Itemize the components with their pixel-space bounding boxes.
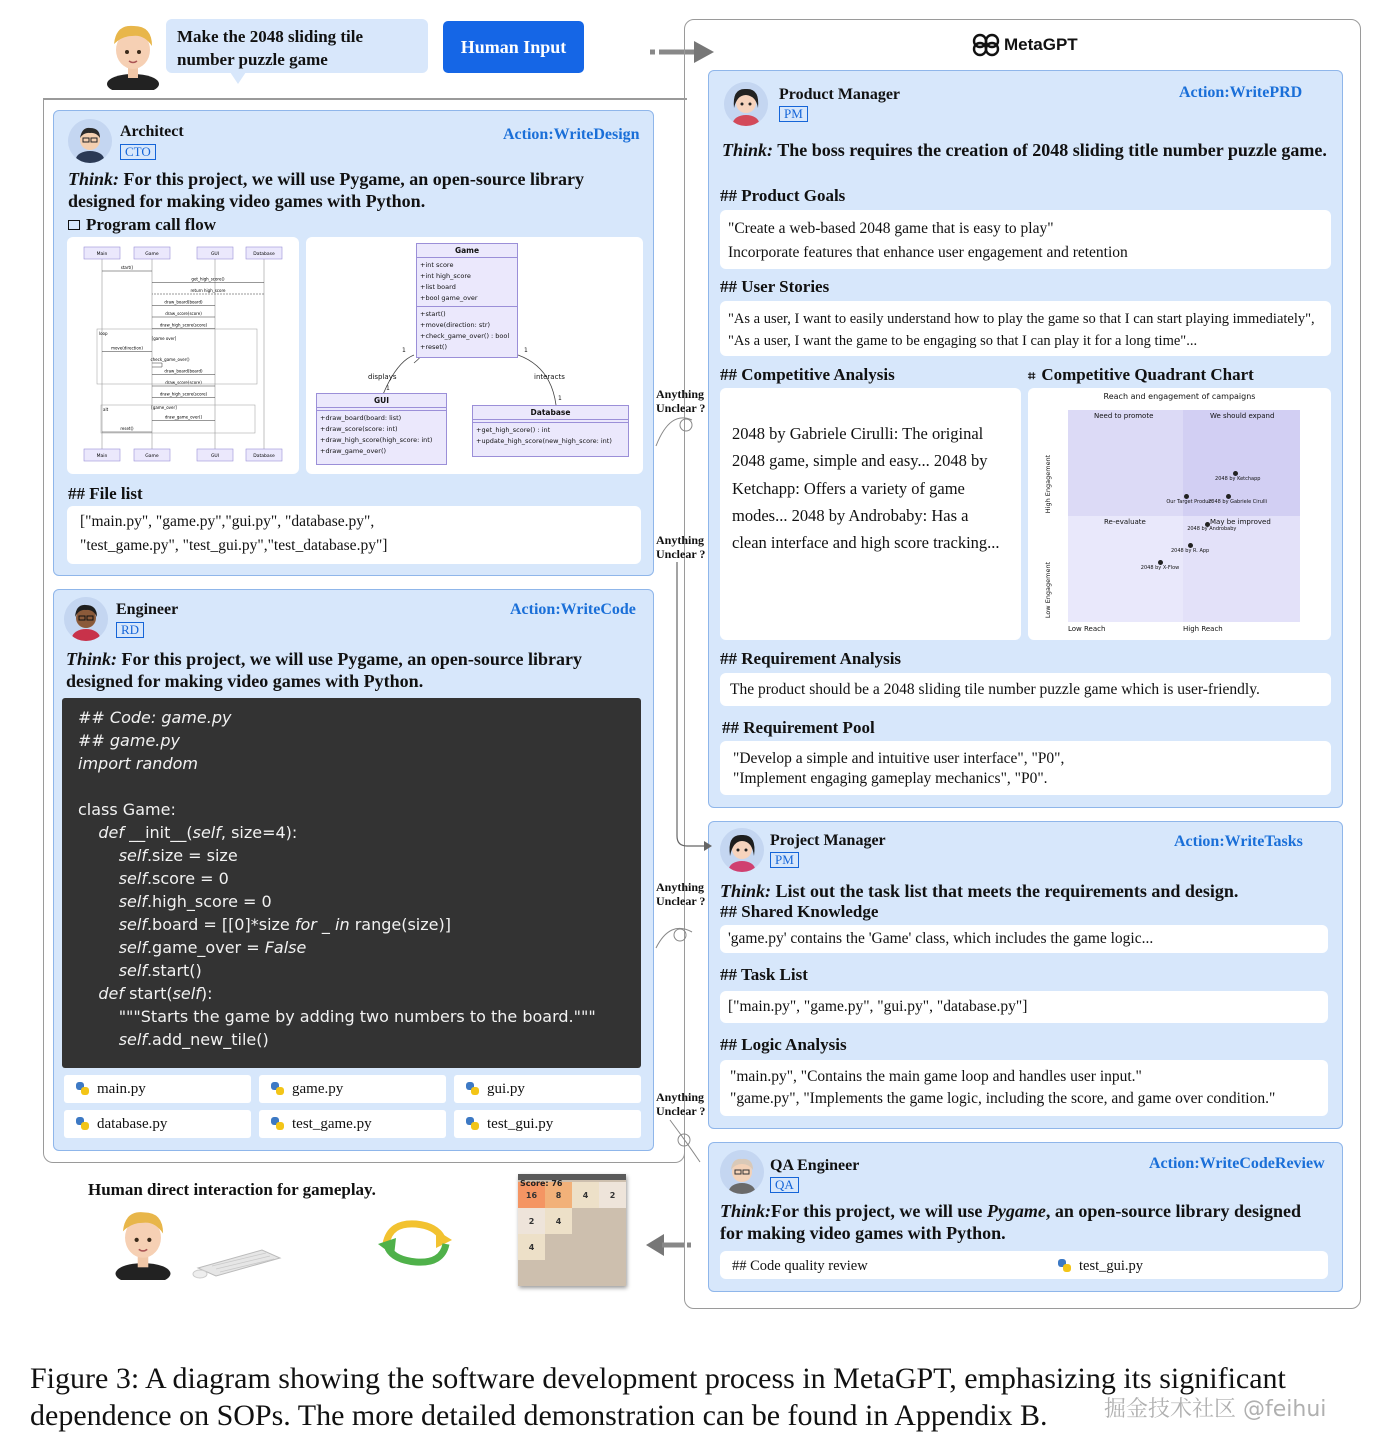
qa-action: Action:WriteCodeReview (1149, 1155, 1325, 1172)
quadrant-x-low: Low Reach (1068, 625, 1106, 633)
game-tile: 4 (545, 1208, 572, 1234)
guard-label: [game over] (151, 336, 177, 341)
rel-interacts: interacts (534, 373, 565, 381)
game-tile: 8 (545, 1182, 572, 1208)
architect-name: Architect (120, 123, 184, 140)
code-line: def __init__(self, size=4): (98, 823, 298, 842)
mult-3: 1 (386, 385, 390, 392)
code-line (78, 775, 625, 798)
architect-think-label: Think: (68, 169, 120, 189)
game-tile: 4 (572, 1182, 599, 1208)
class-database-title: Database (473, 406, 628, 420)
keyboard-icon (192, 1244, 286, 1285)
metagpt-label: MetaGPT (1004, 35, 1078, 54)
product-manager-badge: PM (779, 106, 808, 122)
architect-avatar (68, 119, 112, 163)
quadrant-y-high: High Engagement (1044, 454, 1052, 514)
project-manager-action: Action:WriteTasks (1174, 833, 1303, 850)
quadrant-x-high: High Reach (1183, 625, 1223, 633)
qa-think-em: Pygame (986, 1201, 1046, 1221)
participant-label: GUI (210, 454, 220, 459)
quadrant-title: Reach and engagement of campaigns (1103, 392, 1256, 401)
shared-knowledge-text: 'game.py' contains the 'Game' class, which includes the game logic... (728, 930, 1154, 947)
alt-label: alt (103, 407, 109, 412)
class-game-attrs (417, 258, 517, 307)
message-label: draw_game_over() (164, 414, 203, 420)
code-line: self.add_new_tile() (118, 1030, 269, 1049)
qa-think (720, 1200, 1310, 1244)
figure-caption: Figure 3: A diagram showing the software development process in MetaGPT, emphasizing its significant dependence on SOPs. The more detailed demonstration can be found in Appendix B. (30, 1362, 1286, 1432)
game-tile (545, 1234, 572, 1260)
code-line: self.high_score = 0 (118, 892, 272, 911)
quadrant-y-low: Low Engagement (1044, 561, 1052, 619)
task-list-title: ## Task List (720, 965, 808, 984)
class-game-methods (417, 307, 517, 355)
quadrant-chart (1028, 388, 1331, 640)
message-label: draw_high_score(score) (159, 322, 208, 328)
logic-analysis-line-2: "game.py", "Implements the game logic, including the score, and game over condition." (730, 1090, 1276, 1107)
class-method: +update_high_score(new_high_score: int) (476, 437, 612, 445)
logic-analysis-line-1: "main.py", "Contains the main game loop and handles user input." (730, 1068, 1142, 1085)
product-manager-think-label: Think: (722, 140, 774, 160)
output-arrow (644, 1232, 694, 1263)
python-icon (76, 1117, 89, 1130)
anything-unclear-line1: Anything (656, 533, 705, 547)
flow-arrows (640, 380, 720, 1180)
requirement-pool-title: ## Requirement Pool (722, 718, 875, 737)
anything-unclear-line2: Unclear ? (656, 1104, 706, 1118)
product-manager-action: Action:WritePRD (1179, 84, 1303, 101)
class-attr: +list board (420, 283, 456, 291)
quadrant-chart-title-text: Competitive Quadrant Chart (1041, 365, 1254, 384)
project-manager-think-label: Think: (720, 881, 772, 901)
file-list-line-2: "test_game.py", "test_gui.py","test_database.py"] (80, 537, 388, 554)
program-flow-title (68, 215, 216, 235)
file-chip[interactable] (259, 1075, 446, 1103)
quadrant-label-q1: We should expand (1210, 412, 1275, 420)
participant-label: Main (96, 454, 108, 459)
file-chip-label: database.py (97, 1116, 168, 1132)
game-tile (572, 1260, 599, 1286)
python-icon (76, 1082, 89, 1095)
engineer-think-text: For this project, we will use Pygame, an open-source library designed for making video games with Python. (66, 649, 582, 691)
engineer-avatar (64, 597, 108, 641)
class-diagram (306, 237, 643, 474)
class-gui (316, 393, 447, 465)
qa-avatar (720, 1150, 764, 1194)
engineer-badge: RD (116, 622, 144, 638)
project-manager-avatar (720, 828, 764, 872)
requirement-pool-line-1: "Develop a simple and intuitive user interface", "P0", (733, 750, 1065, 767)
code-block (62, 698, 641, 1068)
participant-label: Game (145, 454, 159, 459)
refresh-cycle-icon (376, 1216, 456, 1273)
anything-unclear-line1: Anything (656, 1090, 705, 1104)
logic-analysis-title: ## Logic Analysis (720, 1035, 847, 1054)
game-tile (572, 1208, 599, 1234)
class-gui-methods (317, 411, 446, 459)
quadrant-chart-title (1028, 365, 1254, 385)
program-flow-title-text: Program call flow (86, 215, 216, 234)
product-manager-avatar (724, 82, 768, 126)
code-line: """Starts the game by adding two numbers to the board.""" (78, 1007, 596, 1026)
product-manager-think (722, 139, 1332, 161)
task-list-text: ["main.py", "game.py", "gui.py", "database.py"] (728, 998, 1028, 1015)
class-method: +draw_board(board: list) (320, 414, 402, 422)
python-icon (271, 1082, 284, 1095)
metagpt-logo (972, 32, 1092, 58)
message-label: reset() (120, 426, 134, 431)
file-chip-label: test_gui.py (487, 1116, 554, 1132)
mult-1: 1 (402, 347, 406, 354)
engineer-name: Engineer (116, 601, 179, 618)
human-request-text: Make the 2048 sliding tile number puzzle game (177, 27, 364, 69)
message-label: start() (120, 265, 134, 270)
class-attr: +int score (420, 261, 454, 269)
product-goals-title: ## Product Goals (720, 186, 846, 205)
code-line: self.start() (118, 961, 202, 980)
anything-unclear-line2: Unclear ? (656, 894, 706, 908)
game-tile (545, 1260, 572, 1286)
file-chip[interactable] (454, 1075, 641, 1103)
class-method: +draw_high_score(high_score: int) (320, 436, 433, 444)
qa-think-label: Think: (720, 1201, 772, 1221)
human-avatar-bottom (112, 1206, 174, 1280)
engineer-think-label: Think: (66, 649, 118, 669)
game-tile: 4 (518, 1234, 545, 1260)
code-line: import random (78, 754, 198, 773)
quadrant-point-label: 2048 by Gabriele Cirulli (1208, 498, 1268, 505)
class-method: +draw_score(score: int) (320, 425, 398, 433)
quadrant-point-label: 2048 by X-Flow (1140, 564, 1180, 571)
python-icon (466, 1082, 479, 1095)
requirement-pool-line-2: "Implement engaging gameplay mechanics", "P0". (733, 770, 1048, 787)
quadrant-point-label: 2048 by R. App (1170, 547, 1210, 554)
speech-bubble-tail (230, 72, 246, 84)
gameplay-title: Human direct interaction for gameplay. (88, 1180, 376, 1199)
folder-icon (68, 220, 80, 230)
shared-knowledge-title: ## Shared Knowledge (720, 902, 879, 921)
message-label: draw_board(board) (164, 368, 203, 374)
message-label: check_game_over() (150, 357, 190, 362)
mult-4: 1 (558, 395, 562, 402)
message-label: draw_high_score(score) (159, 391, 208, 397)
class-method: +draw_game_over() (320, 447, 387, 455)
game-tile: 2 (599, 1182, 626, 1208)
class-method: +get_high_score() : int (476, 426, 551, 434)
qa-review-text: ## Code quality review (732, 1258, 868, 1274)
file-chip-label: main.py (97, 1081, 146, 1097)
watermark: 掘金技术社区 @feihui (1104, 1397, 1327, 1422)
class-gui-title: GUI (317, 394, 446, 408)
user-stories-line-1: "As a user, I want to easily understand how to play the game so that I can start playing immediately", (728, 311, 1315, 327)
project-manager-think (720, 880, 1335, 902)
game-tile: 2 (518, 1208, 545, 1234)
game-window (518, 1174, 626, 1286)
product-goals-line-1: "Create a web-based 2048 game that is easy to play" (728, 220, 1054, 237)
expand-icon: ⌗ (1028, 369, 1036, 384)
anything-unclear-line1: Anything (656, 880, 705, 894)
quadrant-point-label: Our Target Product (1166, 498, 1214, 505)
quadrant-label-q4: May be improved (1210, 518, 1271, 526)
participant-label: Main (96, 252, 108, 257)
project-manager-badge: PM (770, 852, 799, 868)
quadrant-point-label: 2048 by Androbaby (1187, 526, 1237, 533)
class-method: +reset() (420, 343, 447, 351)
product-manager-name: Product Manager (779, 86, 901, 103)
sequence-diagram-svg (67, 237, 299, 474)
file-chip-label: game.py (292, 1081, 344, 1097)
product-goals-line-2: Incorporate features that enhance user engagement and retention (728, 244, 1128, 261)
python-icon (1058, 1259, 1071, 1272)
self-message (152, 363, 162, 367)
rel-displays: displays (368, 373, 397, 381)
metagpt-logo-icon (972, 33, 1000, 57)
quadrant-points (1068, 410, 1300, 622)
file-chip[interactable] (64, 1110, 251, 1138)
code-line: self.score = 0 (118, 869, 229, 888)
game-tile (599, 1234, 626, 1260)
architect-think (68, 168, 638, 212)
user-stories-title: ## User Stories (720, 277, 830, 296)
human-input-button[interactable]: Human Input (443, 21, 584, 73)
sequence-diagram (67, 237, 299, 474)
project-manager-name: Project Manager (770, 832, 886, 849)
anything-unclear-line2: Unclear ? (656, 547, 706, 561)
participant-label: Database (253, 252, 275, 257)
human-avatar-top (104, 20, 162, 90)
loop-label: loop (99, 331, 108, 336)
file-chip-label: test_game.py (292, 1116, 372, 1132)
competitive-analysis-title: ## Competitive Analysis (720, 365, 895, 384)
quadrant-point-label: 2048 by Ketchapp (1215, 475, 1261, 482)
game-tile (599, 1208, 626, 1234)
anything-unclear-line1: Anything (656, 387, 705, 401)
python-icon (271, 1117, 284, 1130)
code-line: def start(self): (98, 984, 213, 1003)
message-label: draw_score(score) (165, 311, 202, 316)
left-frame-top-line (43, 98, 687, 100)
message-label: draw_score(score) (165, 380, 202, 385)
game-board (518, 1180, 626, 1286)
file-chip-label: gui.py (487, 1081, 525, 1097)
competitive-analysis-text: 2048 by Gabriele Cirulli: The original 2048 game, simple and easy... 2048 by Ketchapp: Offers a variety of game modes... 2048 by Androbaby: Has a clean interface and high score tracking... (732, 424, 1000, 553)
participant-label: GUI (210, 252, 220, 257)
qa-think-a: For this project, we will use (771, 1201, 987, 1221)
code-line: self.game_over = False (118, 938, 307, 957)
file-list-line-1: ["main.py", "game.py","gui.py", "database.py", (80, 513, 375, 530)
mult-2: 1 (524, 347, 528, 354)
class-database-methods (473, 423, 628, 449)
code-line: class Game: (78, 800, 176, 819)
code-line: self.size = size (118, 846, 238, 865)
game-score: Score: 76 (520, 1179, 563, 1188)
python-icon (466, 1117, 479, 1130)
class-attr: +bool game_over (420, 294, 478, 302)
quadrant-label-q3: Re-evaluate (1104, 518, 1146, 526)
class-method: +check_game_over() : bool (420, 332, 510, 340)
code-line: self.board = [[0]*size for _ in range(size)] (118, 915, 451, 934)
code-line: ## Code: game.py (78, 708, 232, 727)
class-method: +start() (420, 310, 446, 318)
game-tile (572, 1234, 599, 1260)
qa-file-label: test_gui.py (1079, 1258, 1144, 1274)
file-chip[interactable] (259, 1110, 446, 1138)
architect-action: Action:WriteDesign (503, 126, 640, 143)
participant-label: Database (253, 454, 275, 459)
participant-label: Game (145, 252, 159, 257)
project-manager-think-text: List out the task list that meets the requirements and design. (775, 881, 1239, 901)
game-tile (599, 1260, 626, 1286)
file-chip[interactable] (454, 1110, 641, 1138)
file-chip[interactable] (64, 1075, 251, 1103)
game-tile (518, 1260, 545, 1286)
architect-badge: CTO (120, 144, 156, 160)
message-label: move(direction) (111, 345, 143, 351)
code-line: ## game.py (78, 731, 180, 750)
class-game (416, 243, 518, 358)
guard-label: [game_over] (151, 405, 177, 410)
architect-think-text: For this project, we will use Pygame, an open-source library designed for making video games with Python. (68, 169, 584, 211)
class-method: +move(direction: str) (420, 321, 491, 329)
class-database (472, 405, 629, 457)
class-attr: +int high_score (420, 272, 471, 280)
message-label: draw_board(board) (164, 299, 203, 305)
qa-think-b: , an open-source library designed for making video games with Python. (720, 1201, 1301, 1243)
quadrant-label-q2: Need to promote (1094, 412, 1154, 420)
qa-file[interactable] (1058, 1255, 1143, 1277)
requirement-analysis-text: The product should be a 2048 sliding tile number puzzle game which is user-friendly. (730, 681, 1260, 698)
qa-badge: QA (770, 1177, 799, 1193)
product-manager-think-text: The boss requires the creation of 2048 sliding title number puzzle game. (777, 140, 1327, 160)
engineer-action: Action:WriteCode (510, 601, 636, 618)
game-tile: 16 (518, 1182, 545, 1208)
engineer-think (66, 648, 636, 692)
message-label: return high_score (190, 288, 226, 293)
anything-unclear-line2: Unclear ? (656, 401, 706, 415)
user-stories-line-2: "As a user, I want the game to be engaging so that I can play it for a long time"... (728, 333, 1198, 349)
qa-name: QA Engineer (770, 1157, 860, 1174)
file-list-title: ## File list (68, 484, 143, 503)
message-label: get_high_score() (191, 276, 225, 282)
requirement-analysis-title: ## Requirement Analysis (720, 649, 902, 668)
class-game-title: Game (417, 244, 517, 258)
